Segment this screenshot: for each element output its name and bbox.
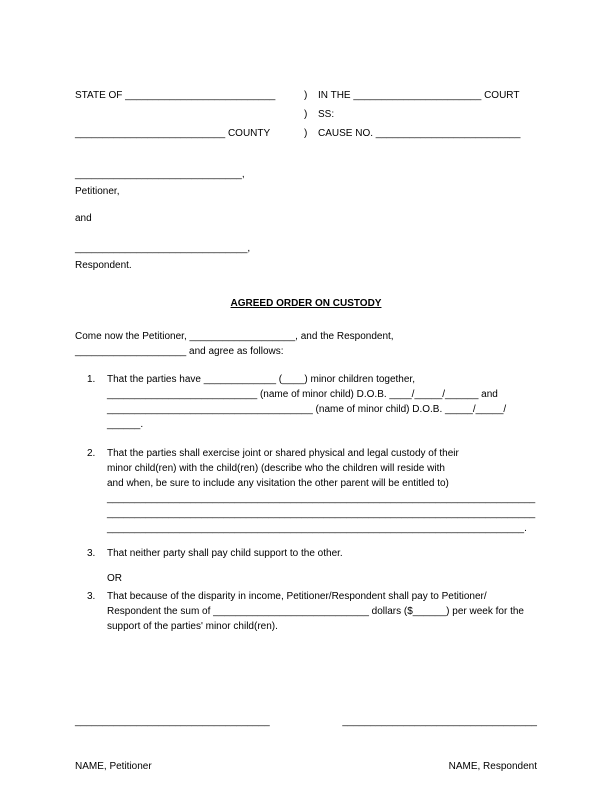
respondent-block xyxy=(75,240,250,274)
item-line: minor child(ren) with the child(ren) (describe who the children will reside with xyxy=(107,463,445,474)
petitioner-signature xyxy=(75,684,270,792)
intro-paragraph xyxy=(75,329,394,359)
item-line: That the parties have _____________ (____) minor children together, xyxy=(107,374,415,385)
item-3-number: 3. xyxy=(87,548,96,559)
respondent-signature-label: NAME, Respondent xyxy=(448,761,537,772)
item-1-text xyxy=(107,372,506,432)
respondent-signature-line: ___________________________________ xyxy=(342,716,537,727)
caption-paren-2: ) xyxy=(304,109,308,120)
intro-line-1: Come now the Petitioner, ___________________, and the Respondent, xyxy=(75,331,394,342)
item-line: and when, be sure to include any visitation the other parent will be entitled to) xyxy=(107,478,449,489)
list-item-3-alternate xyxy=(87,589,524,634)
item-line: _____________________________________ (name of minor child) D.O.B. _____/_____/ xyxy=(107,404,507,415)
item-line: support of the parties' minor child(ren). xyxy=(107,621,278,632)
respondent-label: Respondent. xyxy=(75,260,132,271)
list-item-2 xyxy=(87,446,535,536)
court-caption xyxy=(75,86,520,143)
and-label: and xyxy=(75,213,92,224)
petitioner-signature-line: ___________________________________ xyxy=(75,716,270,727)
item-2-text xyxy=(107,446,535,536)
petitioner-signature-label: NAME, Petitioner xyxy=(75,761,152,772)
signature-block xyxy=(75,684,537,792)
item-line: ___________________________ (name of minor child) D.O.B. ____/_____/______ and xyxy=(107,389,498,400)
item-line: Respondent the sum of ____________________________ dollars ($______) per week for the xyxy=(107,606,524,617)
item-line: That neither party shall pay child support to the other. xyxy=(107,548,343,559)
item-3-alt-number: 3. xyxy=(87,591,96,602)
item-line: ______. xyxy=(107,419,144,430)
item-line: That because of the disparity in income, Petitioner/Respondent shall pay to Petitioner/ xyxy=(107,591,487,602)
ss-line: SS: xyxy=(318,109,335,120)
item-3-text xyxy=(107,546,343,561)
document-title: AGREED ORDER ON CUSTODY xyxy=(230,298,382,309)
or-label: OR xyxy=(107,573,122,584)
petitioner-label: Petitioner, xyxy=(75,186,120,197)
respondent-signature xyxy=(342,684,537,792)
state-of-line: STATE OF ___________________________ xyxy=(75,90,276,101)
item-blank-line: ___________________________________________________________________________. xyxy=(107,523,527,534)
in-the-court-line: IN THE _______________________ COURT xyxy=(318,90,520,101)
document-title-wrap xyxy=(0,296,612,311)
county-line: ___________________________ COUNTY xyxy=(75,128,271,139)
petitioner-block xyxy=(75,166,245,200)
item-line: That the parties shall exercise joint or shared physical and legal custody of their xyxy=(107,448,459,459)
item-blank-line: _____________________________________________________________________________ xyxy=(107,493,536,504)
caption-empty-cell xyxy=(75,105,304,124)
caption-paren-1: ) xyxy=(304,90,308,101)
item-2-number: 2. xyxy=(87,448,96,459)
intro-line-2: ____________________ and agree as follows: xyxy=(75,346,284,357)
caption-paren-3: ) xyxy=(304,128,308,139)
cause-no-line: CAUSE NO. __________________________ xyxy=(318,128,521,139)
list-item-3 xyxy=(87,546,343,561)
list-item-1 xyxy=(87,372,506,432)
respondent-name-blank: _______________________________, xyxy=(75,243,251,254)
item-3-alt-text xyxy=(107,589,524,634)
item-1-number: 1. xyxy=(87,374,96,385)
item-blank-line: _____________________________________________________________________________ xyxy=(107,508,536,519)
petitioner-name-blank: ______________________________, xyxy=(75,169,245,180)
